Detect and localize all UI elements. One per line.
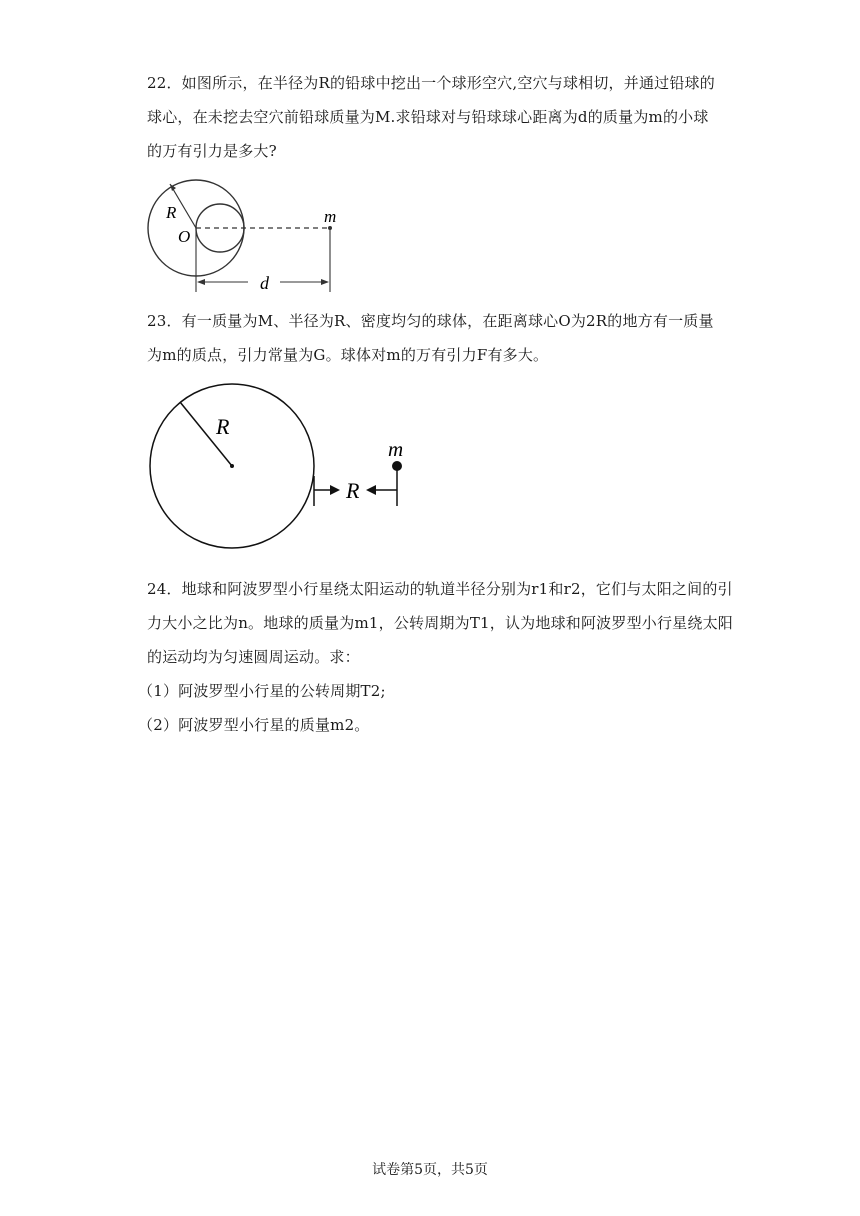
- q23-label-R-top: R: [216, 414, 230, 439]
- q22-line-2: 球心，在未挖去空穴前铅球质量为M.求铅球对与铅球球心距离为d的质量为m的小球: [147, 108, 709, 126]
- q22-figure: [140, 176, 340, 294]
- q22-label-O: O: [178, 227, 191, 246]
- q24-line-2: 力大小之比为n。地球的质量为m1，公转周期为T1，认为地球和阿波罗型小行星绕太阳: [147, 614, 733, 632]
- q23-gap-arrowhead-right: [366, 485, 376, 495]
- q23-line-2: 为m的质点，引力常量为G。球体对m的万有引力F有多大。: [147, 346, 549, 364]
- q24-part-2: （2）阿波罗型小行星的质量m2。: [138, 716, 370, 734]
- q22-label-R: R: [166, 203, 177, 222]
- q23-center-dot: [230, 464, 234, 468]
- page-footer: 试卷第5页，共5页: [372, 1162, 488, 1178]
- q23-label-m: m: [388, 437, 404, 461]
- q24-line-3: 的运动均为匀速圆周运动。求：: [147, 648, 360, 666]
- q23-line-1: 23．有一质量为M、半径为R、密度均匀的球体，在距离球心O为2R的地方有一质量: [147, 312, 714, 330]
- q22-label-m: m: [324, 207, 337, 226]
- q23-figure: [148, 382, 418, 554]
- q23-label-R-gap: R: [346, 478, 360, 503]
- q22-line-1: 22．如图所示，在半径为R的铅球中挖出一个球形空穴,空穴与球相切，并通过铅球的: [147, 74, 715, 92]
- q24-part-1: （1）阿波罗型小行星的公转周期T2;: [138, 682, 386, 700]
- q22-d-arrowhead-left: [197, 279, 205, 285]
- q22-d-arrowhead-right: [321, 279, 329, 285]
- q23-mass-point: [392, 461, 402, 471]
- q24-line-1: 24．地球和阿波罗型小行星绕太阳运动的轨道半径分别为r1和r2，它们与太阳之间的引: [147, 580, 733, 598]
- q22-line-3: 的万有引力是多大?: [147, 142, 277, 160]
- q22-label-d: d: [260, 273, 269, 293]
- q23-gap-arrowhead-left: [330, 485, 340, 495]
